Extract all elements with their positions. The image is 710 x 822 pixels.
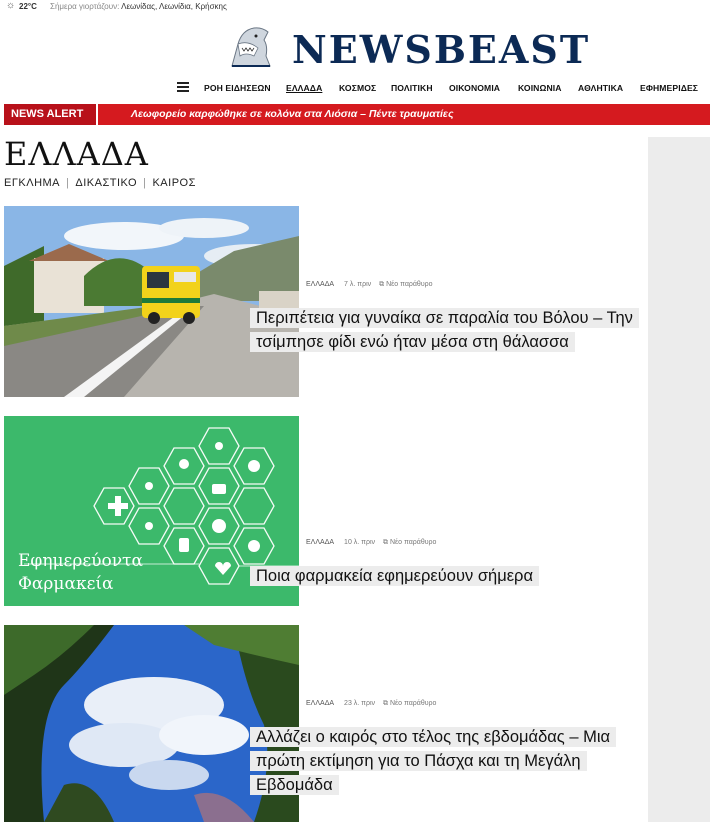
article-title-3[interactable]: Αλλάζει ο καιρός στο τέλος της εβδομάδας – Μια πρώτη εκτίμηση για το Πάσχα και τη Μεγάλη Εβδομάδα bbox=[250, 725, 640, 797]
news-alert-label: NEWS ALERT bbox=[4, 104, 98, 125]
subnav-item-kairos[interactable]: ΚΑΙΡΟΣ bbox=[152, 177, 196, 189]
nav-item-efimerides[interactable]: ΕΦΗΜΕΡΙΔΕΣ bbox=[640, 83, 699, 93]
news-alert-bar bbox=[4, 104, 710, 125]
main-nav bbox=[0, 82, 710, 96]
article-meta-2 bbox=[306, 539, 436, 547]
logo-wordmark: NEWSBEAST bbox=[292, 27, 591, 72]
subnav-separator: | bbox=[66, 177, 70, 189]
article-category[interactable]: ΕΛΛΑΔΑ bbox=[306, 539, 335, 546]
pharmacy-image-line-2: Φαρμακεία bbox=[18, 574, 114, 594]
nav-item-kosmos[interactable]: ΚΟΣΜΟΣ bbox=[339, 83, 377, 93]
article-image-1[interactable] bbox=[4, 206, 299, 397]
news-alert-link[interactable]: Λεωφορείο καρφώθηκε σε κολόνα στα Λιόσια – Πέντε τραυματίες bbox=[131, 108, 454, 120]
article-category[interactable]: ΕΛΛΑΔΑ bbox=[306, 281, 335, 288]
article-time: 10 λ. πριν bbox=[344, 539, 376, 546]
subnav-item-egklima[interactable]: ΕΓΚΛΗΜΑ bbox=[4, 177, 61, 189]
nav-item-ellada[interactable]: ΕΛΛΑΔΑ bbox=[286, 83, 323, 93]
external-link-icon: ⧉ bbox=[383, 700, 390, 707]
shark-logo-icon bbox=[228, 26, 272, 68]
site-logo[interactable] bbox=[228, 26, 591, 72]
article-time: 23 λ. πριν bbox=[344, 700, 376, 707]
new-window-link[interactable]: ⧉ Νέο παράθυρο bbox=[383, 539, 437, 546]
top-info-bar bbox=[0, 0, 710, 14]
new-window-link[interactable]: ⧉ Νέο παράθυρο bbox=[379, 281, 433, 288]
external-link-icon: ⧉ bbox=[383, 539, 390, 546]
article-meta-3 bbox=[306, 700, 436, 708]
nameday-text bbox=[50, 2, 227, 11]
nav-item-roi-eidiseon[interactable]: ΡΟΗ ΕΙΔΗΣΕΩΝ bbox=[204, 83, 271, 93]
article-time: 7 λ. πριν bbox=[344, 281, 372, 288]
nav-item-athlitika[interactable]: ΑΘΛΗΤΙΚΑ bbox=[578, 83, 624, 93]
nav-item-politiki[interactable]: ΠΟΛΙΤΙΚΗ bbox=[391, 83, 433, 93]
article-category[interactable]: ΕΛΛΑΔΑ bbox=[306, 700, 335, 707]
subnav-separator: | bbox=[143, 177, 147, 189]
article-title-1[interactable]: Περιπέτεια για γυναίκα σε παραλία του Βόλου – Την τσίμπησε φίδι ενώ ήταν μέσα στη θάλασσα bbox=[250, 306, 640, 354]
nameday-names: Λεωνίδας, Λεωνίδια, Κρήσκης bbox=[121, 2, 227, 11]
road-ambulance-image bbox=[4, 206, 299, 397]
sun-icon: ☼ bbox=[6, 0, 16, 11]
nav-item-oikonomia[interactable]: ΟΙΚΟΝΟΜΙΑ bbox=[449, 83, 501, 93]
nav-item-koinonia[interactable]: ΚΟΙΝΩΝΙΑ bbox=[518, 83, 562, 93]
nameday-label: Σήμερα γιορτάζουν: bbox=[50, 2, 120, 11]
hamburger-menu-icon[interactable] bbox=[177, 82, 189, 93]
subnav-item-dikastiko[interactable]: ΔΙΚΑΣΤΙΚΟ bbox=[75, 177, 138, 189]
temperature: 22°C bbox=[19, 2, 37, 11]
sidebar-ad-area bbox=[648, 137, 710, 822]
section-subnav bbox=[4, 177, 196, 189]
new-window-link[interactable]: ⧉ Νέο παράθυρο bbox=[383, 700, 437, 707]
external-link-icon: ⧉ bbox=[379, 281, 387, 288]
article-meta-1 bbox=[306, 281, 433, 289]
article-title-2[interactable]: Ποια φαρμακεία εφημερεύουν σήμερα bbox=[250, 564, 640, 588]
pharmacy-image-line-1: Εφημερεύοντα bbox=[18, 551, 143, 571]
page-title: ΕΛΛΑΔΑ bbox=[4, 135, 149, 173]
